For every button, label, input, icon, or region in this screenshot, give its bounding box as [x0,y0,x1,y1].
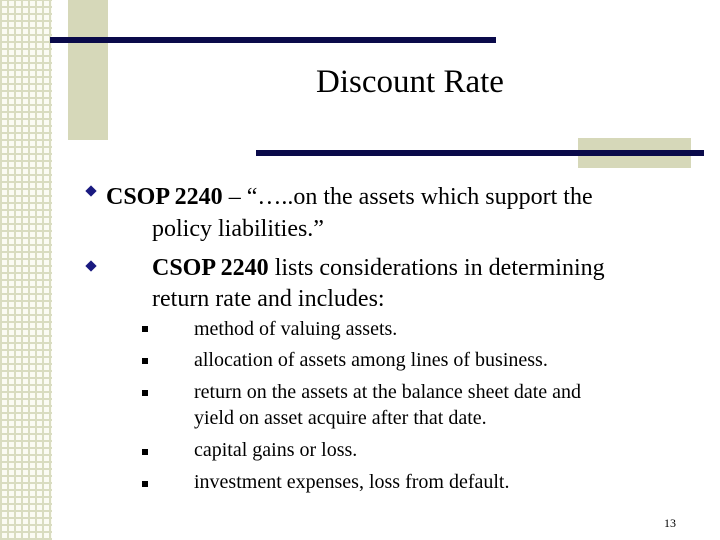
square-bullet-icon [142,358,148,364]
sub-bullet-4: capital gains or loss. [194,439,358,461]
bullet-2-text: lists considerations in determining [268,255,605,281]
bullet-1-bold: CSOP 2240 [106,184,223,210]
bullet-1-line-1 [106,181,593,213]
square-bullet-icon [142,449,148,455]
sub-bullet-1: method of valuing assets. [194,318,398,340]
diamond-bullet-icon [85,260,96,271]
square-bullet-icon [142,326,148,332]
decorative-grid-stripe [0,0,52,540]
title-rule-top [50,37,496,43]
sub-bullet-2: allocation of assets among lines of business. [194,349,548,371]
square-bullet-icon [142,481,148,487]
bullet-1-line-2: policy liabilities.” [152,216,324,242]
sub-bullet-5: investment expenses, loss from default. [194,471,510,493]
sub-bullet-3-line-1: return on the assets at the balance sheet date and [194,381,582,403]
bullet-2-line-1 [152,252,605,284]
square-bullet-icon [142,390,148,396]
decorative-accent-block-top [68,0,108,140]
diamond-bullet-icon [85,185,96,196]
bullet-1-text: – “…..on the assets which support the [222,184,593,210]
bullet-2-line-2: return rate and includes: [152,286,385,312]
slide-title: Discount Rate [316,64,504,100]
title-rule-bottom [256,150,704,156]
page-number: 13 [664,516,676,530]
sub-bullet-3-line-2: yield on asset acquire after that date. [194,407,487,429]
bullet-2-bold: CSOP 2240 [152,255,269,281]
